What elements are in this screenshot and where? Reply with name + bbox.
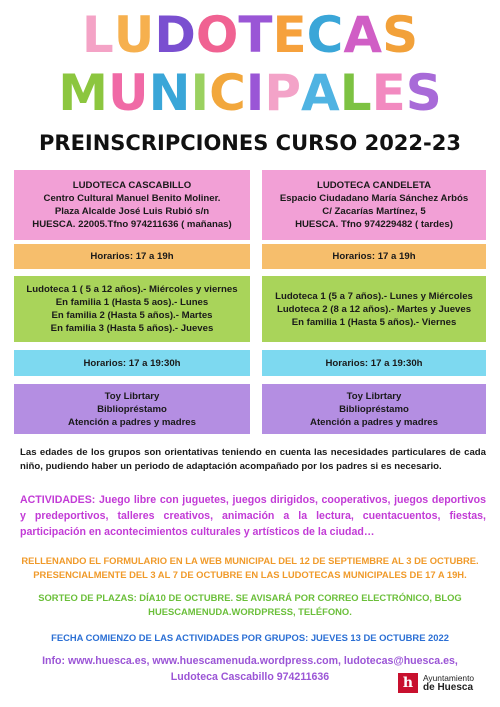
title-letter: E	[371, 64, 406, 122]
title-letter: C	[209, 64, 246, 122]
activities-text: ACTIVIDADES: Juego libre con juguetes, juegos dirigidos, cooperativos, juegos deportivos y predeportivos, talleres creativos, animación a la lectura, cuentacuentos, fiestas, participación en acontecimientos culturales y artísticos de la ciudad…	[20, 494, 486, 538]
title-letter: U	[107, 64, 149, 122]
candeleta-hours-box-1	[262, 244, 486, 269]
title-letter: S	[382, 6, 419, 64]
registration-info	[0, 554, 500, 581]
title-letter: N	[148, 64, 191, 122]
cascabillo-groups-box	[14, 276, 250, 342]
center-name: LUDOTECA CASCABILLO	[72, 180, 192, 191]
hours-text: Horarios: 17 a 19:30h	[83, 357, 181, 369]
draw-line: SORTEO DE PLAZAS: DÍA10 DE OCTUBRE. SE AVISARÁ POR CORREO ELECTRÓNICO, BLOG	[38, 592, 462, 603]
title-letter: O	[195, 6, 239, 64]
cascabillo-services-box	[14, 384, 250, 434]
service-item: Toy Librtary	[346, 390, 402, 402]
hours-text: Horarios: 17 a 19h	[332, 251, 416, 262]
group-item: En familia 1 (Hasta 5 aos).- Lunes	[55, 297, 209, 308]
candeleta-center-box	[262, 170, 486, 240]
logo-text	[423, 674, 474, 693]
draw-line: HUESCAMENUDA.WORDPRESS, TELÉFONO.	[148, 605, 352, 617]
title-letter: C	[306, 6, 344, 64]
center-phone: HUESCA. Tfno 974229482 ( tardes)	[295, 219, 453, 230]
title-letter: S	[405, 64, 442, 122]
title-line-ludotecas	[0, 6, 500, 64]
title-letter: U	[113, 6, 155, 64]
title-letter: L	[339, 64, 372, 122]
center-building: Centro Cultural Manuel Benito Moliner.	[43, 193, 221, 204]
candeleta-services-box	[262, 384, 486, 434]
contact-line-phone: Ludoteca Cascabillo 974211636	[170, 671, 330, 683]
title-letter: M	[58, 64, 108, 122]
title-letter: E	[272, 6, 307, 64]
hours-text: Horarios: 17 a 19h	[90, 251, 174, 262]
logo-line-1: Ayuntamiento	[423, 672, 475, 683]
title-letter: I	[190, 64, 210, 122]
registration-line-inperson: PRESENCIALMENTE DEL 3 AL 7 DE OCTUBRE EN LAS LUDOTECAS MUNICIPALES DE 17 A 19H.	[33, 568, 467, 580]
poster-title	[0, 6, 500, 122]
center-name: LUDOTECA CANDELETA	[316, 180, 432, 191]
candeleta-hours-box-2	[262, 350, 486, 376]
service-item: Atención a padres y madres	[68, 416, 196, 428]
service-item: Atención a padres y madres	[310, 416, 438, 428]
group-item: Ludoteca 1 (5 a 7 años).- Lunes y Miércoles	[275, 290, 473, 302]
group-item: Ludoteca 1 ( 5 a 12 años).- Miércoles y viernes	[26, 284, 238, 295]
title-letter: A	[301, 64, 340, 122]
center-phone: HUESCA. 22005.Tfno 974211636 ( mañanas)	[32, 219, 232, 230]
contact-line-links[interactable]: Info: www.huesca.es, www.huescamenuda.wordpress.com, ludotecas@huesca.es,	[42, 655, 458, 667]
group-item: En familia 2 (Hasta 5 años).- Martes	[51, 310, 213, 321]
title-letter: I	[245, 64, 265, 122]
service-item: Bibliopréstamo	[97, 403, 167, 415]
service-item: Bibliopréstamo	[339, 403, 409, 415]
age-note: Las edades de los grupos son orientativas teniendo en cuenta las necesidades particulares de cada niño, pudiendo haber un periodo de adaptación acompañado por los padres si es necesario.	[20, 447, 486, 472]
title-line-municipales	[0, 64, 500, 122]
subtitle: PREINSCRIPCIONES CURSO 2022-23	[39, 131, 461, 155]
start-date: FECHA COMIENZO DE LAS ACTIVIDADES POR GRUPOS: JUEVES 13 DE OCTUBRE 2022	[51, 632, 449, 643]
cascabillo-hours-box-2	[14, 350, 250, 376]
center-address: C/ Zacarías Martínez, 5	[322, 206, 426, 217]
title-letter: T	[238, 6, 273, 64]
cascabillo-hours-box-1	[14, 244, 250, 269]
title-letter: P	[264, 64, 302, 122]
center-building: Espacio Ciudadano María Sánchez Arbós	[279, 193, 469, 204]
draw-info	[0, 591, 500, 618]
logo-mark: h	[398, 673, 418, 693]
center-address: Plaza Alcalde José Luis Rubió s/n	[54, 206, 210, 217]
ayuntamiento-logo	[398, 669, 488, 697]
logo-line-2: de Huesca	[423, 682, 474, 693]
title-letter: D	[154, 6, 196, 64]
cascabillo-center-box	[14, 170, 250, 240]
registration-line-web: RELLENANDO EL FORMULARIO EN LA WEB MUNICIPAL DEL 12 DE SEPTIEMBRE AL 3 DE OCTUBRE.	[21, 555, 479, 566]
group-item: En familia 1 (Hasta 5 años).- Viernes	[291, 316, 457, 328]
title-letter: L	[81, 6, 114, 64]
candeleta-groups-box	[262, 276, 486, 342]
title-letter: A	[343, 6, 383, 64]
group-item: Ludoteca 2 (8 a 12 años).- Martes y Jueves	[276, 303, 472, 315]
group-item: En familia 3 (Hasta 5 años).- Jueves	[50, 323, 214, 334]
service-item: Toy Librtary	[104, 390, 160, 402]
hours-text: Horarios: 17 a 19:30h	[325, 357, 423, 369]
